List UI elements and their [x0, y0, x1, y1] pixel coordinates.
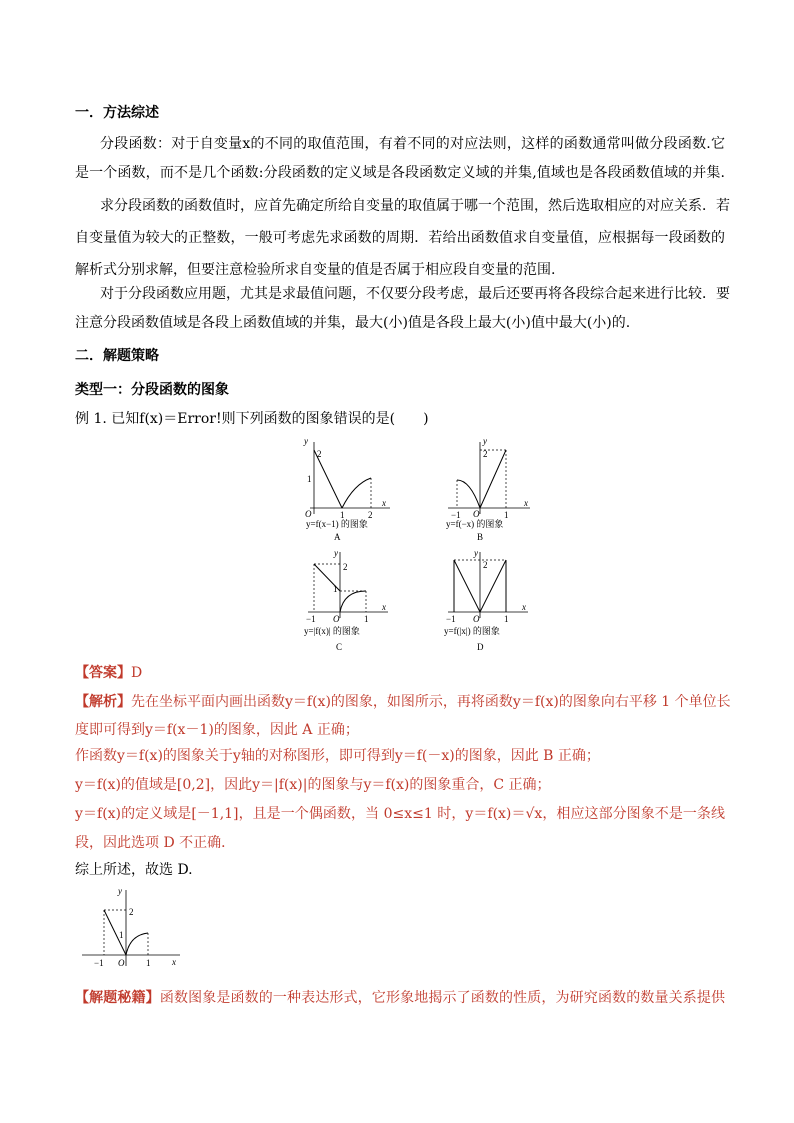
- section-heading-2: 二．解题策略: [75, 348, 159, 364]
- analysis-line-3: 作函数y＝f(x)的图象关于y轴的对称图形，即可得到y＝f(－x)的图象，因此 B 正确；: [75, 748, 600, 764]
- origin-label: O: [118, 958, 125, 968]
- y-axis-label: y: [304, 436, 308, 446]
- answer-value: D: [131, 665, 143, 681]
- analysis-line-4: y＝f(x)的值域是[0,2]，因此y＝|f(x)|的图象与y＝f(x)的图象重合，C 正确；: [75, 777, 551, 793]
- origin-label: O: [305, 509, 312, 519]
- analysis-text-1: 先在坐标平面内画出函数y＝f(x)的图象，如图所示，再将函数y＝f(x)的图象向右平移 1 个单位长: [131, 694, 731, 710]
- paragraph-1-line-2: 是一个函数，而不是几个函数:分段函数的定义域是各段函数定义域的并集,值域也是各段函数值域的并集.: [75, 165, 725, 181]
- graph-left-segment: [454, 560, 480, 612]
- tick-label-1: 1: [333, 584, 338, 594]
- figure-caption: y=f(x−1) 的图象: [306, 519, 368, 529]
- example-1-question: 例 1. 已知f(x)＝Error!则下列函数的图象错误的是( ): [75, 411, 429, 427]
- tick-label-1: 1: [119, 930, 124, 940]
- figure-caption: y=|f(x)| 的图象: [304, 626, 360, 636]
- tick-label-2: 2: [317, 449, 322, 459]
- tick-label-neg1: −1: [306, 614, 316, 624]
- graph-curve: [342, 478, 371, 508]
- paragraph-2-line-3: 解析式分别求解，但要注意检验所求自变量的值是否属于相应段自变量的范围.: [75, 262, 556, 278]
- x-axis-label: x: [524, 498, 528, 508]
- figure-caption: y=f(−x) 的图象: [446, 519, 504, 529]
- tick-label-2: 2: [343, 562, 348, 572]
- tick-label-1: 1: [307, 474, 312, 484]
- x-axis-label: x: [522, 602, 526, 612]
- origin-label: O: [473, 509, 480, 519]
- figure-c: [300, 548, 400, 658]
- graph-curve: [457, 480, 480, 508]
- tick-label-x1: 1: [146, 958, 151, 968]
- analysis-figure: [80, 886, 190, 971]
- secret-tag: 【解题秘籍】: [75, 990, 160, 1006]
- analysis-line-1: [75, 692, 731, 712]
- x-axis-label: x: [172, 957, 176, 967]
- paragraph-1-line-1: 分段函数：对于自变量x的不同的取值范围，有着不同的对应法则，这样的函数通常叫做分段函数.它: [100, 136, 725, 152]
- y-axis-label: y: [334, 548, 338, 558]
- tick-label-2: 2: [483, 560, 488, 570]
- analysis-line-7: 综上所述，故选 D.: [75, 862, 193, 878]
- section-heading-1: 一．方法综述: [75, 105, 159, 121]
- graph-curve: [340, 591, 366, 612]
- figure-caption: y=f(|x|) 的图象: [444, 626, 500, 636]
- tick-label-neg1: −1: [451, 510, 461, 520]
- paragraph-2-line-2: 自变量值为较大的正整数，一般可考虑先求函数的周期．若给出函数值求自变量值，应根据每一段函数的: [75, 230, 725, 246]
- tick-label-x1: 1: [340, 510, 345, 520]
- tick-label-x1: 1: [504, 510, 509, 520]
- tick-label-2: 2: [129, 907, 134, 917]
- tick-label-neg1: −1: [446, 614, 456, 624]
- figure-b: [440, 436, 540, 546]
- figure-a: [298, 436, 398, 546]
- tick-label-x2: 2: [368, 510, 373, 520]
- tick-label-2: 2: [483, 449, 488, 459]
- paragraph-2-line-1: 求分段函数的函数值时，应首先确定所给自变量的取值属于哪一个范围，然后选取相应的对应关系．若: [100, 198, 730, 214]
- tick-label-x1: 1: [504, 614, 509, 624]
- secret-line: [75, 988, 725, 1008]
- type-heading: 类型一：分段函数的图象: [75, 382, 229, 398]
- graph-curve: [126, 933, 148, 955]
- origin-label: O: [473, 614, 480, 624]
- x-axis-label: x: [382, 498, 386, 508]
- answer-line: [75, 663, 725, 683]
- paragraph-3-line-1: 对于分段函数应用题，尤其是求最值问题，不仅要分段考虑，最后还要再将各段综合起来进行比较．要: [100, 286, 730, 302]
- figure-label: C: [336, 642, 343, 652]
- origin-label: O: [333, 614, 340, 624]
- paragraph-3-line-2: 注意分段函数值域是各段上函数值域的并集，最大(小)值是各段上最大(小)值中最大(小)的.: [75, 315, 631, 331]
- tick-label-x1: 1: [364, 614, 369, 624]
- analysis-line-2: 度即可得到y＝f(x－1)的图象，因此 A 正确；: [75, 722, 359, 738]
- answer-tag: 【答案】: [75, 665, 131, 681]
- x-axis-label: x: [382, 602, 386, 612]
- y-axis-label: y: [118, 886, 122, 896]
- y-axis-label: y: [483, 436, 487, 446]
- y-axis-label: y: [474, 548, 478, 558]
- figure-label: B: [477, 532, 484, 542]
- figure-label: D: [477, 642, 484, 652]
- secret-text: 函数图象是函数的一种表达形式，它形象地揭示了函数的性质，为研究函数的数量关系提供: [159, 990, 726, 1006]
- analysis-line-6: 段，因此选项 D 不正确．: [75, 835, 236, 851]
- tick-label-neg1: −1: [94, 958, 104, 968]
- analysis-tag: 【解析】: [75, 694, 131, 710]
- figure-d: [440, 548, 540, 658]
- analysis-line-5: y＝f(x)的定义域是[－1,1]，且是一个偶函数，当 0≤x≤1 时，y＝f(x)＝√x，相应这部分图象不是一条线: [75, 806, 725, 822]
- figure-label: A: [334, 532, 341, 542]
